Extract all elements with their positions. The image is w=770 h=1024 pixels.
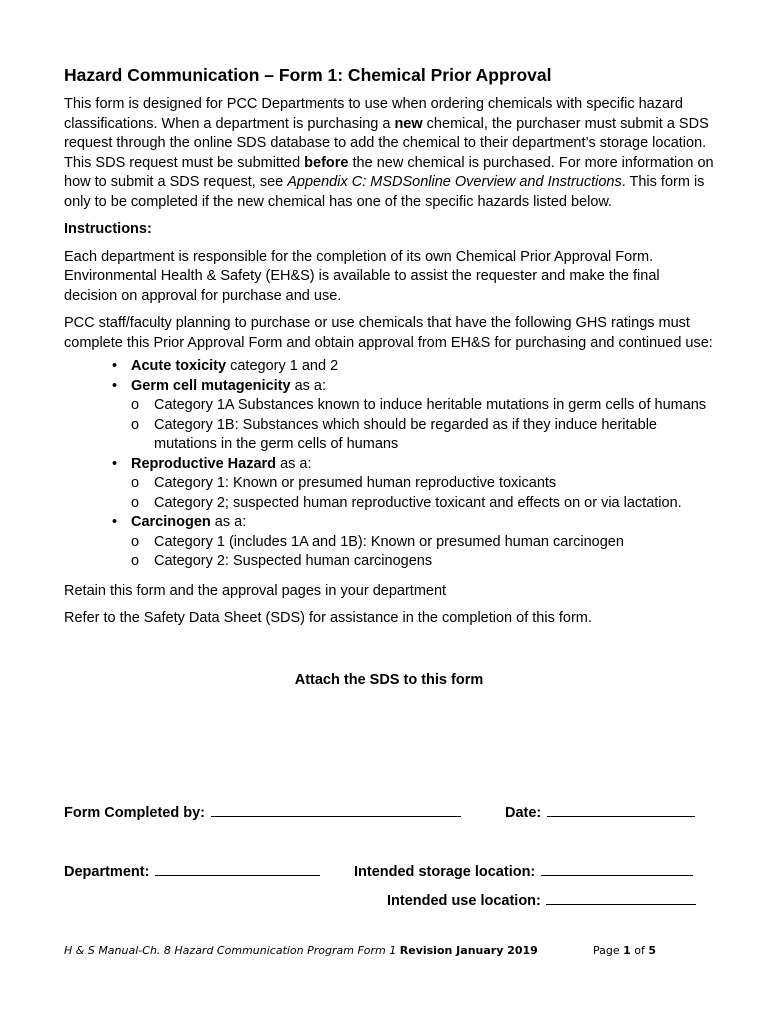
use-location-field[interactable] [546, 890, 696, 905]
form-completed-by-label: Form Completed by: [64, 805, 205, 821]
intro-bold-new: new [394, 115, 423, 132]
date-label: Date: [505, 805, 542, 821]
hazard-category-item [131, 533, 714, 553]
appendix-reference: Appendix C: MSDSonline Overview and Instructions [287, 174, 622, 190]
hazard-category-text: Category 1B: Substances which should be regarded as if they induce heritable mutations in the germ cells of humans [154, 416, 657, 452]
intro-text-3: the new chemical is purchased. For more information on how to submit a SDS request, see [64, 154, 714, 190]
department-row [64, 861, 320, 883]
hazard-category-item [131, 552, 714, 572]
footer-page-number [593, 943, 656, 958]
hazard-category-item [131, 474, 714, 494]
bullet-icon: • [112, 377, 118, 394]
ghs-paragraph: PCC staff/faculty planning to purchase or use chemicals that have the following GHS ratings must complete this Prior Approval Form and obtain approval from EH&S for purchasing and continued use: [64, 315, 713, 351]
page-title: Hazard Communication – Form 1: Chemical Prior Approval [64, 65, 552, 85]
intro-bold-before: before [304, 154, 349, 171]
hazard-detail: as a: [290, 377, 327, 394]
hazard-name: Germ cell mutagenicity [131, 377, 291, 394]
hazard-category-text: Category 1: Known or presumed human reproductive toxicants [154, 475, 557, 491]
circle-bullet-icon: o [131, 397, 140, 413]
hazard-name: Carcinogen [131, 514, 211, 530]
hazard-detail: category 1 and 2 [226, 358, 339, 374]
hazard-category-text: Category 1A Substances known to induce heritable mutations in germ cells of humans [154, 397, 707, 413]
circle-bullet-icon: o [131, 553, 140, 569]
hazard-item [64, 513, 714, 572]
circle-bullet-icon: o [131, 416, 140, 433]
bullet-icon: • [112, 358, 118, 374]
hazard-list [64, 357, 714, 572]
hazard-category-item [131, 396, 714, 416]
footer-page-current: 1 [623, 944, 631, 957]
hazard-item [64, 377, 714, 455]
footer-revision: Revision January 2019 [399, 944, 538, 957]
hazard-category-text: Category 2; suspected human reproductive toxicant and effects on or via lactation. [154, 494, 682, 511]
hazard-category-text: Category 2: Suspected human carcinogens [154, 553, 433, 569]
date-row [505, 802, 695, 824]
storage-location-label: Intended storage location: [354, 864, 536, 880]
retain-text: Retain this form and the approval pages in your department [64, 582, 447, 599]
storage-location-field[interactable] [541, 861, 693, 876]
footer-left [64, 943, 538, 958]
use-location-label: Intended use location: [387, 893, 541, 909]
storage-location-row [354, 861, 693, 883]
bullet-icon: • [112, 455, 118, 472]
hazard-category-item [131, 416, 714, 455]
circle-bullet-icon: o [131, 494, 140, 511]
department-field[interactable] [155, 861, 320, 876]
footer-page-total: 5 [648, 944, 657, 957]
footer-manual-ref: H & S Manual-Ch. 8 Hazard Communication Program Form 1 [64, 944, 400, 957]
form-completed-by-row [64, 802, 461, 824]
date-field[interactable] [547, 802, 695, 817]
bullet-icon: • [112, 514, 118, 530]
refer-text: Refer to the Safety Data Sheet (SDS) for assistance in the completion of this form. [64, 610, 592, 626]
hazard-category-list [131, 396, 714, 455]
responsibility-paragraph: Each department is responsible for the completion of its own Chemical Prior Approval Form. Environmental Health & Safety (EH&S) is available to assist the requester and make the final decision on approval for purchase and use. [64, 248, 660, 304]
hazard-name: Acute toxicity [131, 358, 227, 374]
circle-bullet-icon: o [131, 475, 140, 491]
hazard-category-list [131, 474, 714, 513]
hazard-item [64, 455, 714, 514]
hazard-category-text: Category 1 (includes 1A and 1B): Known or presumed human carcinogen [154, 533, 624, 550]
hazard-category-list [131, 533, 714, 572]
intro-paragraph [64, 95, 714, 212]
attach-sds-note: Attach the SDS to this form [294, 671, 484, 688]
instructions-heading: Instructions: [64, 221, 152, 237]
hazard-item [64, 357, 714, 377]
hazard-detail: as a: [276, 455, 312, 472]
intro-text-2: chemical, the purchaser must submit a SDS request through the online SDS database to add the chemical to their department’s storage location. This SDS request must be submitted [64, 115, 709, 171]
use-location-row [387, 890, 696, 912]
hazard-name: Reproductive Hazard [131, 455, 277, 472]
hazard-detail: as a: [210, 514, 247, 530]
form-completed-by-field[interactable] [211, 802, 461, 817]
intro-text-4: . This form is only to be completed if the new chemical has one of the specific hazards listed below. [64, 174, 705, 210]
circle-bullet-icon: o [131, 533, 140, 550]
department-label: Department: [64, 864, 150, 880]
footer-page-of: of [630, 944, 649, 957]
hazard-category-item [131, 494, 714, 514]
footer-page-label: Page [593, 944, 624, 957]
document-page [64, 64, 714, 690]
intro-text-1: This form is designed for PCC Departments to use when ordering chemicals with specific hazard classifications. When a department is purchasing a [64, 96, 683, 132]
